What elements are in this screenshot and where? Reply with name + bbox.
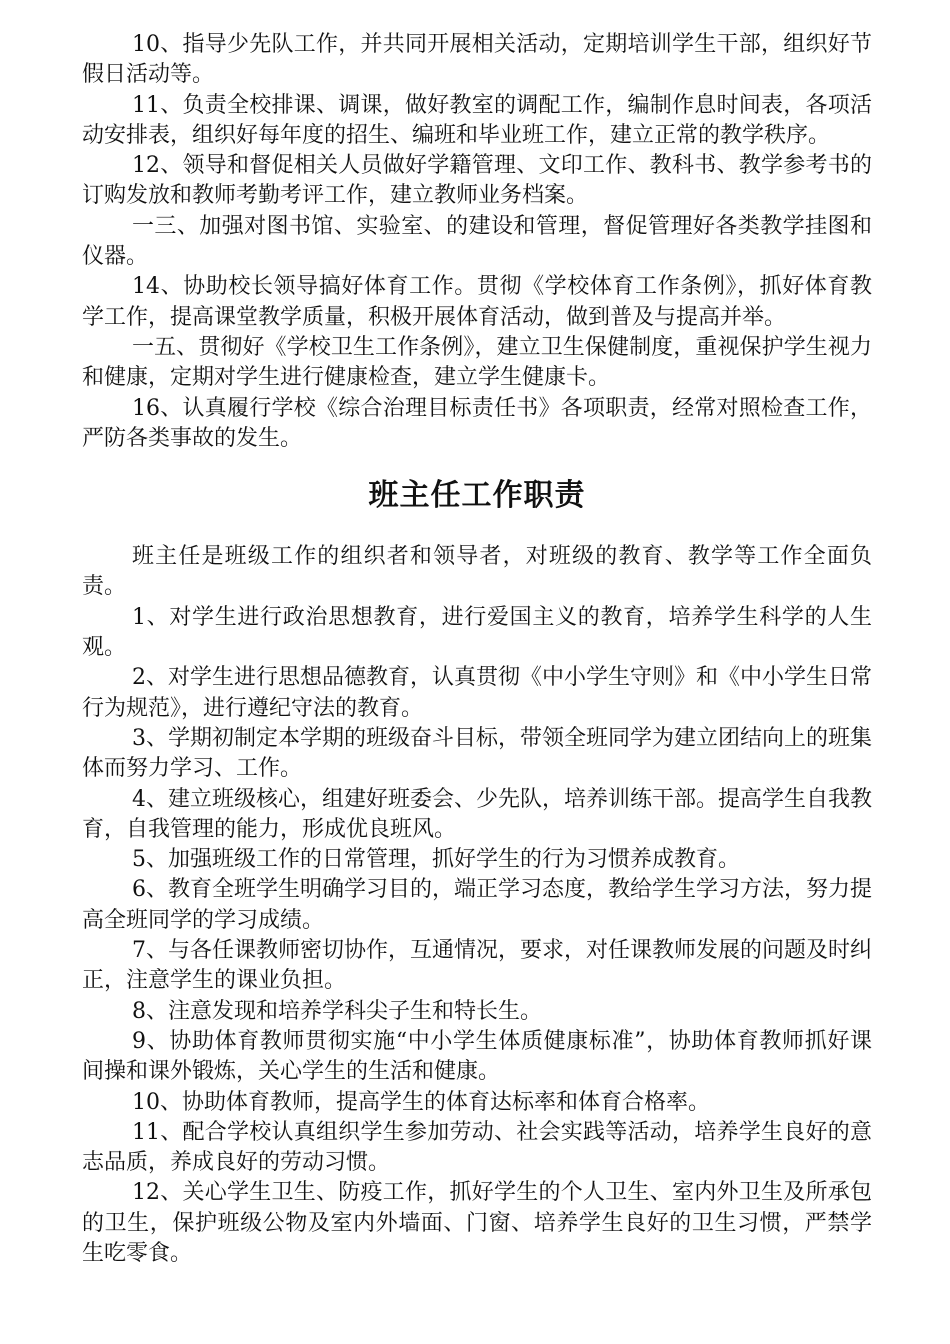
- section-intro: 班主任是班级工作的组织者和领导者，对班级的教育、教学等工作全面负责。: [82, 544, 872, 600]
- duty-item-10: 10、指导少先队工作，并共同开展相关活动，定期培训学生干部，组织好节假日活动等。: [82, 32, 872, 88]
- teacher-duty-item-4: 4、建立班级核心，组建好班委会、少先队，培养训练干部。提高学生自我教育，自我管理的能力，形成优良班风。: [82, 786, 872, 842]
- teacher-duty-item-2: 2、对学生进行思想品德教育，认真贯彻《中小学生守则》和《中小学生日常行为规范》，进行遵纪守法的教育。: [82, 665, 872, 721]
- teacher-duty-item-7: 7、与各任课教师密切协作，互通情况，要求，对任课教师发展的问题及时纠正，注意学生的课业负担。: [82, 938, 872, 994]
- teacher-duty-item-1: 1、对学生进行政治思想教育，进行爱国主义的教育，培养学生科学的人生观。: [82, 604, 872, 661]
- section-title: 班主任工作职责: [368, 478, 586, 514]
- duty-item-11: 11、负责全校排课、调课，做好教室的调配工作，编制作息时间表，各项活动安排表，组织好每年度的招生、编班和毕业班工作，建立正常的教学秩序。: [82, 92, 872, 148]
- duty-item-16: 16、认真履行学校《综合治理目标责任书》各项职责，经常对照检查工作，严防各类事故的发生。: [82, 395, 872, 451]
- teacher-duty-item-12: 12、关心学生卫生、防疫工作，抓好学生的个人卫生、室内外卫生及所承包的卫生，保护班级公物及室内外墙面、门窗、培养学生良好的卫生习惯，严禁学生吃零食。: [82, 1180, 872, 1266]
- teacher-duty-item-5: 5、加强班级工作的日常管理，抓好学生的行为习惯养成教育。: [132, 847, 740, 873]
- duty-item-15: 一五、贯彻好《学校卫生工作条例》，建立卫生保健制度，重视保护学生视力和健康，定期对学生进行健康检查，建立学生健康卡。: [82, 334, 872, 391]
- teacher-duty-item-6: 6、教育全班学生明确学习目的，端正学习态度，教给学生学习方法，努力提高全班同学的学习成绩。: [82, 877, 872, 933]
- teacher-duty-item-9: 9、协助体育教师贯彻实施“中小学生体质健康标准”，协助体育教师抓好课间操和课外锻炼，关心学生的生活和健康。: [82, 1028, 872, 1085]
- teacher-duty-item-10: 10、协助体育教师，提高学生的体育达标率和体育合格率。: [132, 1089, 710, 1115]
- teacher-duty-item-3: 3、学期初制定本学期的班级奋斗目标，带领全班同学为建立团结向上的班集体而努力学习、工作。: [82, 725, 872, 782]
- teacher-duty-item-8: 8、注意发现和培养学科尖子生和特长生。: [132, 998, 542, 1024]
- duty-item-12: 12、领导和督促相关人员做好学籍管理、文印工作、教科书、教学参考书的订购发放和教师考勤考评工作，建立教师业务档案。: [82, 153, 872, 209]
- duty-item-14: 14、协助校长领导搞好体育工作。贯彻《学校体育工作条例》，抓好体育教学工作，提高课堂教学质量，积极开展体育活动，做到普及与提高并举。: [82, 274, 872, 330]
- section-top: [82, 30, 872, 454]
- section-bottom: [82, 542, 872, 1269]
- duty-item-13: 一三、加强对图书馆、实验室、的建设和管理，督促管理好各类教学挂图和仪器。: [82, 213, 872, 270]
- document-body: [82, 30, 872, 1269]
- teacher-duty-item-11: 11、配合学校认真组织学生参加劳动、社会实践等活动，培养学生良好的意志品质，养成良好的劳动习惯。: [82, 1119, 872, 1176]
